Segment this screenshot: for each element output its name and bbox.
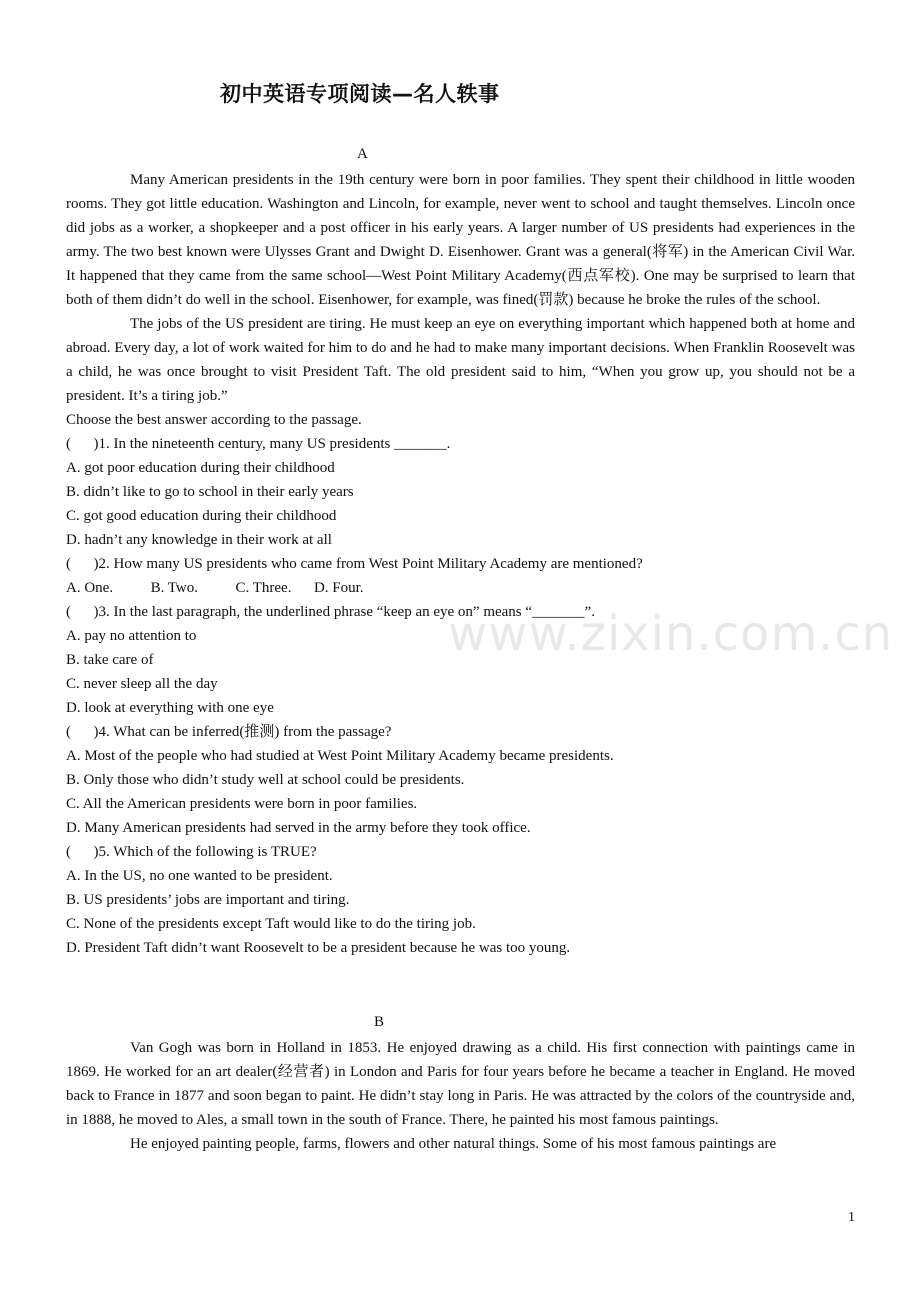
question-4-option-b: B. Only those who didn’t study well at school could be presidents. — [66, 772, 465, 788]
question-3-option-a: A. pay no attention to — [66, 628, 197, 644]
question-4-option-c: C. All the American presidents were born in poor families. — [66, 796, 418, 812]
question-4-option-d: D. Many American presidents had served in the army before they took office. — [66, 820, 531, 836]
section-b-passage — [66, 1036, 855, 1156]
question-3-option-c: C. never sleep all the day — [66, 676, 218, 692]
question-2: ( )2. How many US presidents who came from West Point Military Academy are mentioned? — [66, 556, 643, 572]
page-title: 初中英语专项阅读—名人轶事 — [220, 82, 500, 106]
question-5: ( )5. Which of the following is TRUE? — [66, 844, 317, 860]
question-5-option-c: C. None of the presidents except Taft would like to do the tiring job. — [66, 916, 476, 932]
question-1-option-a: A. got poor education during their childhood — [66, 460, 335, 476]
section-a-passage — [66, 168, 855, 960]
question-3-option-b: B. take care of — [66, 652, 154, 668]
question-3-option-d: D. look at everything with one eye — [66, 700, 274, 716]
watermark: www.zixin.com.cn — [448, 606, 894, 662]
question-5-option-d: D. President Taft didn’t want Roosevelt to be a president because he was too young. — [66, 940, 571, 956]
section-b-paragraph-2: He enjoyed painting people, farms, flowers and other natural things. Some of his most famous paintings are — [130, 1136, 777, 1152]
section-a-paragraph-1: Many American presidents in the 19th century were born in poor families. They spent their childhood in little wooden rooms. They got little education. Washington and Lincoln, for example, never went to school and taught themselves. Lincoln once did jobs as a worker, a shopkeeper and a post officer in his early years. A larger number of US presidents had experiences in the army. The two best known were Ulysses Grant and Dwight D. Eisenhower. Grant was a general(将军) in the American Civil War. It happened that they came from the same school—West Point Military Academy(西点军校). One may be surprised to learn that both of them didn’t do well in the school. Eisenhower, for example, was fined(罚款) because he broke the rules of the school. — [66, 172, 855, 308]
page-number: 1 — [848, 1210, 855, 1225]
question-5-option-a: A. In the US, no one wanted to be president. — [66, 868, 333, 884]
question-5-option-b: B. US presidents’ jobs are important and tiring. — [66, 892, 350, 908]
instruction-text: Choose the best answer according to the passage. — [66, 412, 362, 428]
question-4-option-a: A. Most of the people who had studied at West Point Military Academy became presidents. — [66, 748, 614, 764]
question-3: ( )3. In the last paragraph, the underlined phrase “keep an eye on” means “_______”. — [66, 604, 595, 620]
question-1: ( )1. In the nineteenth century, many US presidents _______. — [66, 436, 451, 452]
question-1-option-c: C. got good education during their childhood — [66, 508, 337, 524]
section-b-label: B — [374, 1014, 385, 1030]
section-b-paragraph-1: Van Gogh was born in Holland in 1853. He enjoyed drawing as a child. His first connection with paintings came in 1869. He worked for an art dealer(经营者) in London and Paris for four years before he became a teacher in England. He moved back to France in 1877 and soon began to paint. He didn’t stay long in Paris. He was attracted by the colors of the countryside and, in 1888, he moved to Ales, a small town in the south of France. There, he painted his most famous paintings. — [66, 1040, 855, 1128]
question-1-option-d: D. hadn’t any knowledge in their work at all — [66, 532, 332, 548]
question-4: ( )4. What can be inferred(推测) from the passage? — [66, 724, 392, 740]
section-a-paragraph-2: The jobs of the US president are tiring. He must keep an eye on everything important which happened both at home and abroad. Every day, a lot of work waited for him to do and he had to make many important decisions. When Franklin Roosevelt was a child, he was once brought to visit President Taft. The old president said to him, “When you grow up, you should not be a president. It’s a tiring job.” — [66, 316, 855, 404]
question-2-options: A. One. B. Two. C. Three. D. Four. — [66, 580, 364, 596]
section-a-label: A — [357, 146, 368, 162]
question-1-option-b: B. didn’t like to go to school in their early years — [66, 484, 354, 500]
